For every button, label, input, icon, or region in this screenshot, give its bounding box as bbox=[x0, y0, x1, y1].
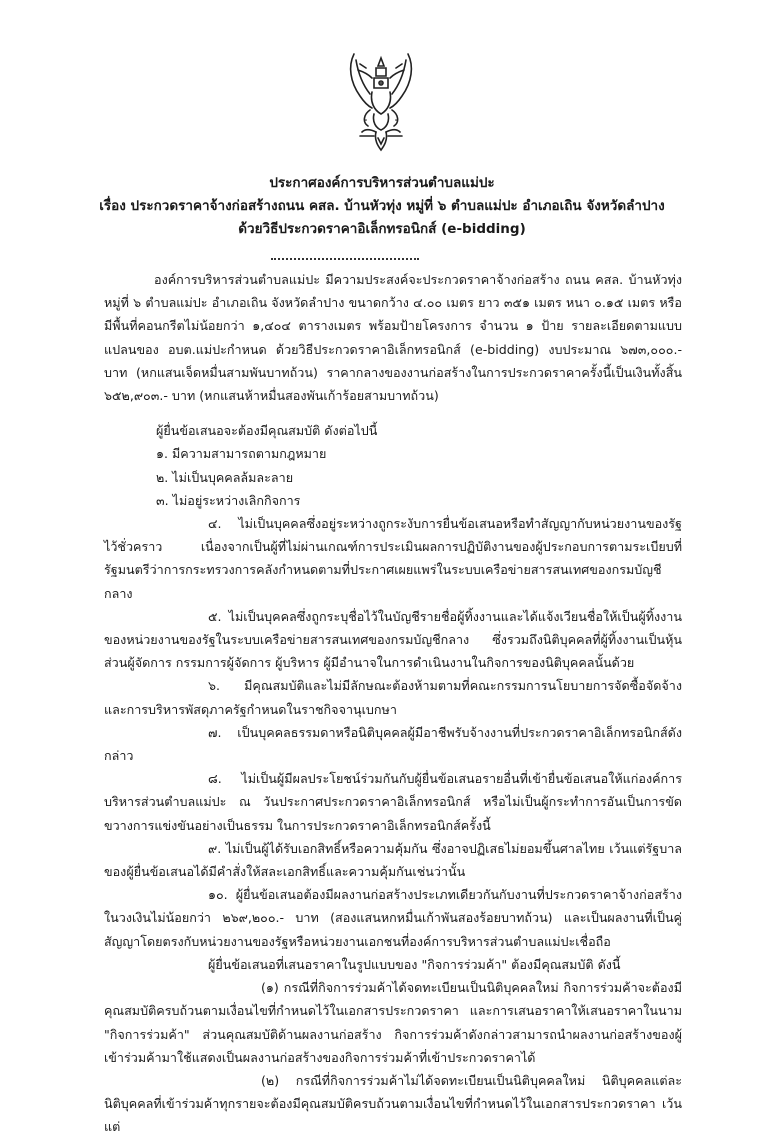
qualification-item: ๓. ไม่อยู่ระหว่างเลิกกิจการ bbox=[156, 492, 301, 508]
title-organization: ประกาศองค์การบริหารส่วนตำบลแม่ปะ bbox=[269, 175, 495, 191]
title-method: ด้วยวิธีประกวดราคาอิเล็กทรอนิกส์ (e-bidding) bbox=[238, 221, 526, 237]
garuda-emblem-icon bbox=[348, 52, 414, 154]
document-body bbox=[104, 268, 682, 1139]
joint-venture-heading: ผู้ยื่นข้อเสนอที่เสนอราคาในรูปแบบของ "กิจการร่วมค้า" ต้องมีคุณสมบัติ ดังนี้ bbox=[208, 956, 621, 972]
qualification-item: ๙. ไม่เป็นผู้ได้รับเอกสิทธิ์หรือความคุ้มกัน ซึ่งอาจปฏิเสธไม่ยอมขึ้นศาลไทย เว้นแต่รัฐบาลของผู้ยื่นข้อเสนอได้มีคำสั่งให้สละเอกสิทธิ์และความคุ้มกันเช่นว่านั้น bbox=[104, 840, 682, 880]
joint-venture-item: (๑) กรณีที่กิจการร่วมค้าได้จดทะเบียนเป็นนิติบุคคลใหม่ กิจการร่วมค้าจะต้องมีคุณสมบัติครบถ้วนตามเงื่อนไขที่กำหนดไว้ในเอกสารประกวดราคา และการเสนอราคาให้เสนอราคาในนาม "กิจการร่วมค้า" ส่วนคุณสมบัติด้านผลงานก่อสร้าง กิจการร่วมค้าดังกล่าวสามารถนำผลงานก่อสร้างของผู้เข้าร่วมค้ามาใช้แสดงเป็นผลงานก่อสร้างของกิจการร่วมค้าที่เข้าประกวดราคาได้ bbox=[104, 980, 682, 1065]
separator-line bbox=[271, 258, 419, 260]
qualification-item: ๗. เป็นบุคคลธรรมดาหรือนิติบุคคลผู้มีอาชีพรับจ้างงานที่ประกวดราคาอิเล็กทรอนิกส์ดังกล่าว bbox=[104, 724, 682, 764]
qualification-item: ๑. มีความสามารถตามกฎหมาย bbox=[156, 446, 327, 462]
qualification-item: ๑๐. ผู้ยื่นข้อเสนอต้องมีผลงานก่อสร้างประเภทเดียวกันกับงานที่ประกวดราคาจ้างก่อสร้างในวงเงินไม่น้อยกว่า ๒๖๙,๒๐๐.- บาท (สองแสนหกหมื่นเก้าพันสองร้อยบาทถ้วน) และเป็นผลงานที่เป็นคู่สัญญาโดยตรงกับหน่วยงานของรัฐหรือหน่วยงานเอกชนที่องค์การบริหารส่วนตำบลแม่ปะเชื่อถือ bbox=[104, 887, 682, 949]
intro-paragraph: องค์การบริหารส่วนตำบลแม่ปะ มีความประสงค์จะประกวดราคาจ้างก่อสร้าง ถนน คสล. บ้านหัวทุ่ง หมู่ที่ ๖ ตำบลแม่ปะ อำเภอเถิน จังหวัดลำปาง ขนาดกว้าง ๔.๐๐ เมตร ยาว ๓๕๑ เมตร หนา ๐.๑๕ เมตร หรือมีพื้นที่คอนกรีตไม่น้อยกว่า ๑,๔๐๔ ตารางเมตร พร้อมป้ายโครงการ จำนวน ๑ ป้าย รายละเอียดตามแบบแปลนของ อบต.แม่ปะกำหนด ด้วยวิธีประกวดราคาอิเล็กทรอนิกส์ (e-bidding) งบประมาณ ๖๗๓,๐๐๐.- บาท (หกแสนเจ็ดหมื่นสามพันบาทถ้วน) ราคากลางของงานก่อสร้างในการประกวดราคาครั้งนี้เป็นเงินทั้งสิ้น ๖๕๒,๙๐๓.- บาท (หกแสนห้าหมื่นสองพันเก้าร้อยสามบาทถ้วน) bbox=[104, 272, 682, 404]
qualification-item: ๕. ไม่เป็นบุคคลซึ่งถูกระบุชื่อไว้ในบัญชีรายชื่อผู้ทิ้งงานและได้แจ้งเวียนชื่อให้เป็นผู้ทิ้งงานของหน่วยงานของรัฐในระบบเครือข่ายสารสนเทศของกรมบัญชีกลาง ซึ่งรวมถึงนิติบุคคลที่ผู้ทิ้งงานเป็นหุ้นส่วนผู้จัดการ กรรมการผู้จัดการ ผู้บริหาร ผู้มีอำนาจในการดำเนินงานในกิจการของนิติบุคคลนั้นด้วย bbox=[104, 608, 682, 671]
qualification-item: ๖. มีคุณสมบัติและไม่มีลักษณะต้องห้ามตามที่คณะกรรมการนโยบายการจัดซื้อจัดจ้างและการบริหารพัสดุภาครัฐกำหนดในราชกิจจานุเบกษา bbox=[104, 678, 682, 717]
announcement-title bbox=[0, 172, 764, 241]
joint-venture-item: (๒) กรณีที่กิจการร่วมค้าไม่ได้จดทะเบียนเป็นนิติบุคคลใหม่ นิติบุคคลแต่ละนิติบุคคลที่เข้าร่วมค้าทุกรายจะต้องมีคุณสมบัติครบถ้วนตามเงื่อนไขที่กำหนดไว้ในเอกสารประกวดราคา เว้นแต่ bbox=[104, 1072, 682, 1135]
qualification-item: ๔. ไม่เป็นบุคคลซึ่งอยู่ระหว่างถูกระงับการยื่นข้อเสนอหรือทำสัญญากับหน่วยงานของรัฐไว้ชั่วคราว เนื่องจากเป็นผู้ที่ไม่ผ่านเกณฑ์การประเมินผลการปฏิบัติงานของผู้ประกอบการตามระเบียบที่รัฐมนตรีว่าการกระทรวงการคลังกำหนดตามที่ประกาศเผยแพร่ในระบบเครือข่ายสารสนเทศของกรมบัญชีกลาง bbox=[104, 516, 682, 601]
qualification-item: ๒. ไม่เป็นบุคคลล้มละลาย bbox=[156, 469, 294, 485]
qualifications-heading: ผู้ยื่นข้อเสนอจะต้องมีคุณสมบัติ ดังต่อไปนี้ bbox=[156, 423, 378, 439]
title-subject: เรื่อง ประกวดราคาจ้างก่อสร้างถนน คสล. บ้านหัวทุ่ง หมู่ที่ ๖ ตำบลแม่ปะ อำเภอเถิน จังหวัดลำปาง bbox=[99, 198, 665, 214]
qualification-item: ๘. ไม่เป็นผู้มีผลประโยชน์ร่วมกันกับผู้ยื่นข้อเสนอรายอื่นที่เข้ายื่นข้อเสนอให้แก่องค์การบริหารส่วนตำบลแม่ปะ ณ วันประกาศประกวดราคาอิเล็กทรอนิกส์ หรือไม่เป็นผู้กระทำการอันเป็นการขัดขวางการแข่งขันอย่างเป็นธรรม ในการประกวดราคาอิเล็กทรอนิกส์ครั้งนี้ bbox=[104, 771, 682, 833]
